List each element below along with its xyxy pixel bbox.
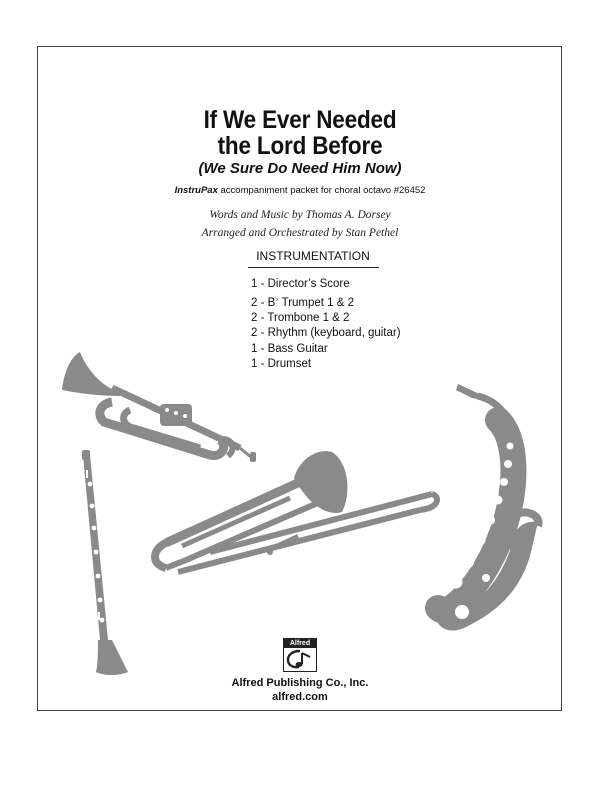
- instrumentation-item-prefix: 2 - B: [251, 297, 276, 310]
- title-line-1: If We Ever Needed: [203, 106, 397, 134]
- clarinet-icon: [82, 450, 128, 675]
- instrumentation-item: 2 - Rhythm (keyboard, guitar): [251, 327, 401, 340]
- publisher-name: Alfred Publishing Co., Inc.: [231, 677, 369, 689]
- instrumentation-item: 1 - Drumset: [251, 357, 312, 370]
- saxophone-icon: [436, 384, 539, 631]
- credit-arranger: Arranged and Orchestrated by Stan Pethel: [201, 227, 399, 239]
- publisher-website: alfred.com: [272, 691, 328, 703]
- packet-text: accompaniment packet for choral octavo #26452: [217, 185, 426, 196]
- alfred-logo-text: Alfred: [284, 639, 316, 648]
- instrumentation-item-rest: Trumpet 1 & 2: [278, 297, 355, 310]
- trombone-icon: [155, 451, 437, 572]
- instrumentation-item: 1 - Bass Guitar: [251, 342, 328, 355]
- credit-words-music: Words and Music by Thomas A. Dorsey: [209, 209, 391, 221]
- packet-brand: InstruPax: [174, 185, 218, 196]
- alfred-logo: [283, 638, 317, 672]
- music-note-icon: [286, 649, 314, 669]
- instrumentation-item: 2 - Trombone 1 & 2: [251, 312, 350, 325]
- subtitle: (We Sure Do Need Him Now): [198, 160, 402, 177]
- flat-sign: ♭: [275, 296, 279, 304]
- title-line-2: the Lord Before: [217, 132, 383, 160]
- instrumentation-item: 1 - Director’s Score: [251, 278, 350, 290]
- trumpet-icon: [62, 352, 256, 462]
- instrumentation-heading: INSTRUMENTATION: [256, 249, 370, 263]
